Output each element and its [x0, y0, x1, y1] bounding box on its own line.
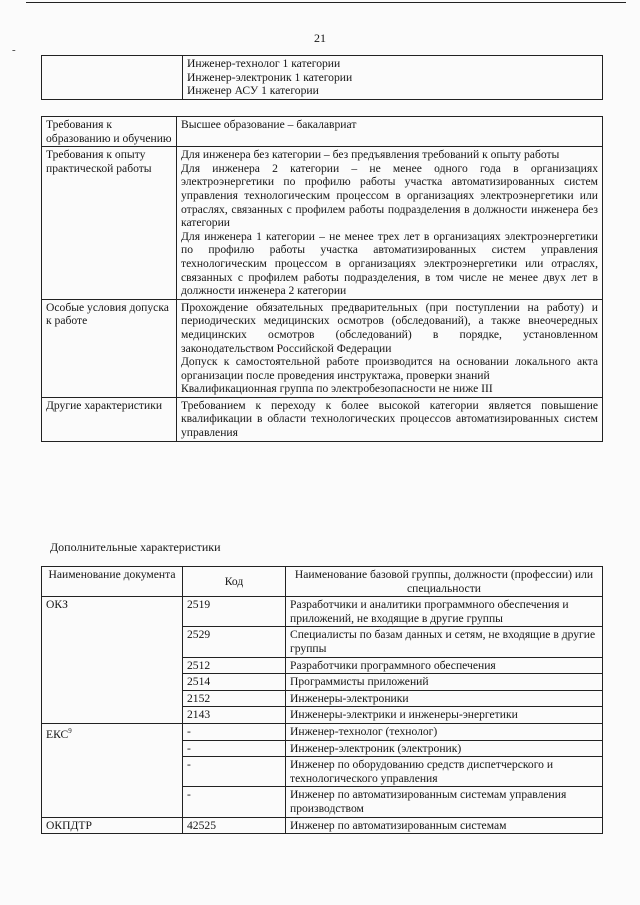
requirements-table: [41, 116, 603, 442]
name-cell: Программисты приложений: [286, 674, 603, 691]
header-doc: Наименование документа: [42, 567, 183, 597]
name-cell: Инженер по автоматизированным системам: [286, 817, 603, 834]
margin-mark: -: [12, 44, 16, 56]
category-line: Инженер АСУ 1 категории: [187, 84, 319, 98]
doc-cell: [42, 817, 183, 834]
code-cell: 2519: [183, 597, 286, 627]
name-cell: Инженеры-электрики и инженеры-энергетики: [286, 707, 603, 724]
name-cell: Разработчики программного обеспечения: [286, 657, 603, 674]
paragraph: Квалификационная группа по электробезопасности не ниже III: [181, 382, 493, 396]
row-label: Требования к опыту практической работы: [42, 147, 177, 300]
table-row: [42, 817, 603, 834]
doc-name: ЕКС: [46, 727, 69, 741]
row-content: [177, 299, 603, 397]
code-cell: 42525: [183, 817, 286, 834]
doc-cell: [42, 723, 183, 817]
top-rule: [26, 2, 626, 3]
code-cell: -: [183, 723, 286, 740]
paragraph: Для инженера 1 категории – не менее трех лет в организациях электроэнергетики по профилю работы участка автоматизированных систем управления технологическим процессом в организациях электроэнергетики или отраслях, связанных с профилем работы подразделения, в том числе не менее двух лет в должности инженера 2 категории: [181, 229, 598, 298]
name-cell: Специалисты по базам данных и сетям, не входящие в другие группы: [286, 627, 603, 657]
paragraph: Требованием к переходу к более высокой категории является повышение квалификации в области технологических процессов автоматизированных систем управления: [181, 398, 598, 440]
code-cell: -: [183, 787, 286, 817]
paragraph: Допуск к самостоятельной работе производится на основании локального акта организации после проведения инструктажа, проверки знаний: [181, 355, 598, 382]
doc-cell: [42, 597, 183, 724]
category-line: Инженер-технолог 1 категории: [187, 57, 341, 70]
row-label: Особые условия допуска к работе: [42, 299, 177, 397]
empty-cell: [42, 56, 183, 100]
code-cell: 2143: [183, 707, 286, 724]
code-cell: 2512: [183, 657, 286, 674]
section-title: Дополнительные характеристики: [50, 540, 221, 554]
category-line: Инженер-электроник 1 категории: [187, 70, 353, 84]
name-cell: Инженеры-электроники: [286, 690, 603, 707]
row-content: [177, 397, 603, 441]
code-cell: -: [183, 757, 286, 787]
doc-name: ОКЗ: [46, 598, 68, 612]
code-cell: 2529: [183, 627, 286, 657]
paragraph: Для инженера 2 категории – не менее одного года в организациях электроэнергетики по профилю работы участка автоматизированных систем управления технологическим процессом в организациях электроэнергетики или отраслях, связанных с профилем работы подразделения в должности инженера без категории: [181, 161, 598, 230]
name-cell: Инженер-электроник (электроник): [286, 740, 603, 757]
table-row: [42, 117, 603, 147]
header-name: Наименование базовой группы, должности (профессии) или специальности: [286, 567, 603, 597]
footnote-mark: 9: [68, 726, 72, 735]
name-cell: Инженер по автоматизированным системам управления производством: [286, 787, 603, 817]
row-label: Требования к образованию и обучению: [42, 117, 177, 147]
page-number: 21: [314, 31, 326, 45]
row-content: [177, 147, 603, 300]
additional-table: [41, 566, 603, 834]
table-row: [42, 147, 603, 300]
paragraph: Для инженера без категории – без предъявления требований к опыту работы: [181, 148, 560, 162]
top-table: [41, 55, 603, 100]
category-list-cell: [183, 56, 603, 100]
code-cell: 2514: [183, 674, 286, 691]
name-cell: Инженер-технолог (технолог): [286, 723, 603, 740]
doc-name: ОКПДТР: [46, 818, 92, 832]
table-row: [42, 56, 603, 100]
table-row: [42, 597, 603, 627]
name-cell: Разработчики и аналитики программного обеспечения и приложений, не входящие в другие группы: [286, 597, 603, 627]
row-content: [177, 117, 603, 147]
table-row: [42, 397, 603, 441]
code-cell: 2152: [183, 690, 286, 707]
paragraph: Прохождение обязательных предварительных (при поступлении на работу) и периодических медицинских осмотров (обследований), а также внеочередных медицинских осмотров (обследований) в порядке, установленном законодательством Российской Федерации: [181, 300, 598, 355]
header-code: Код: [183, 567, 286, 597]
table-row: [42, 299, 603, 397]
paragraph: Высшее образование – бакалавриат: [181, 118, 357, 131]
header-row: [42, 567, 603, 597]
table-row: [42, 723, 603, 740]
code-cell: -: [183, 740, 286, 757]
row-label: Другие характеристики: [42, 397, 177, 441]
name-cell: Инженер по оборудованию средств диспетчерского и технологического управления: [286, 757, 603, 787]
